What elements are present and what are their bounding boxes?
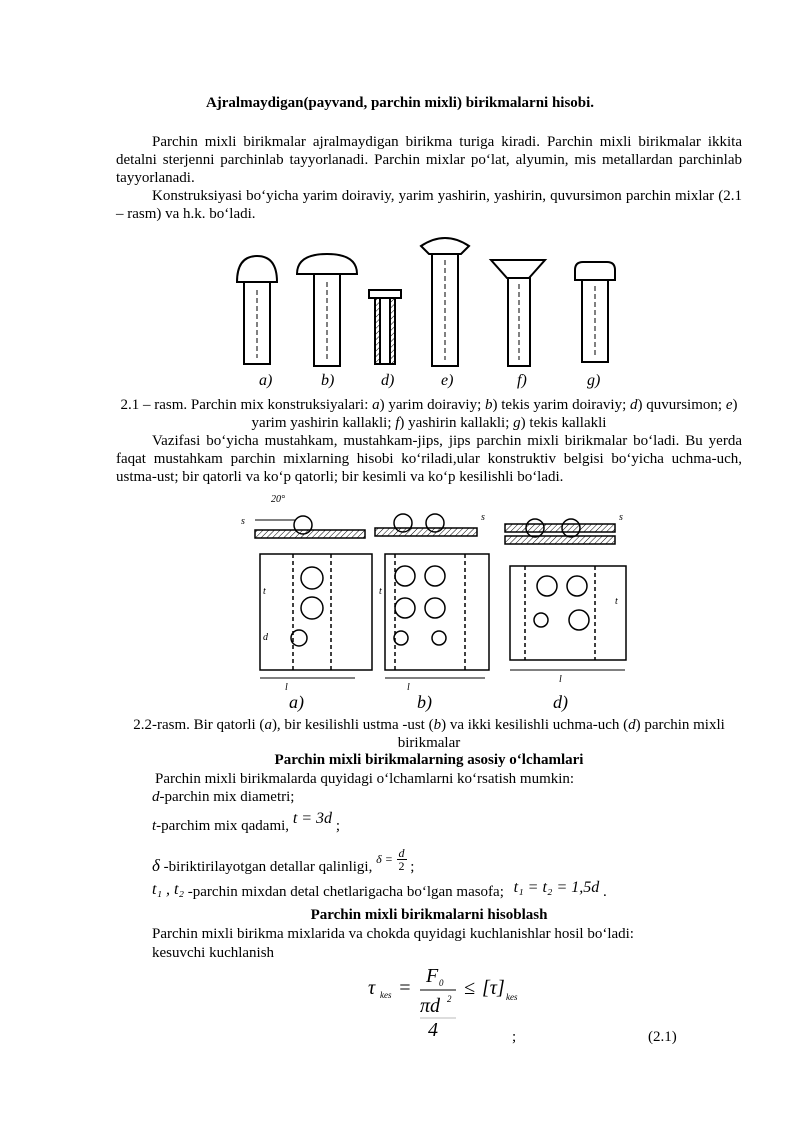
svg-text:=: = [398,977,412,999]
rivet-d [369,290,401,364]
svg-text:kes: kes [506,992,518,1002]
figure-joint-types [235,490,635,712]
svg-text:[τ]: [τ] [482,977,505,999]
rivet-f [491,260,545,366]
fig1-label-e: e) [441,372,454,389]
rivet-b [297,254,357,366]
fig2-dim-t-a: t [263,586,266,597]
rivet-types-drawing [225,230,625,390]
fig2-label-b: b) [417,692,432,712]
fig1-label-f: f) [517,372,527,389]
svg-text:F: F [426,965,439,987]
item-diameter: d-parchin mix diametri; [152,789,295,805]
paragraph-shear-stress: kesuvchi kuchlanish [152,945,275,961]
heading-main-dimensions: Parchin mixli birikmalarning asosiy o‘lchamlari [274,752,584,768]
svg-text:kes: kes [380,990,392,1000]
joint-d [505,519,626,670]
item-thickness: δ -biriktirilayotgan detallar qalinligi, $^{\delta =}$ $\frac{d}{2}$ ; [152,846,415,875]
item-pitch: t-parchim mix qadami, t = 3d ; [152,810,340,834]
paragraph-stresses: Parchin mixli birikma mixlarida va chokda quyidagi kuchlanishlar hosil bo‘ladi: [152,926,634,942]
formula-semicolon: ; [512,1029,517,1045]
paragraph-dimensions-intro: Parchin mixli birikmalarda quyidagi o‘lchamlarni ko‘rsatish mumkin: [155,771,575,787]
item-edge-distance: t₁ , t₂ -parchin mixdan detal chetlarigacha bo‘lgan masofa; t₁ = t₂ = 1,5d . [152,879,607,900]
rivet-e [421,238,469,366]
svg-text:4: 4 [428,1019,438,1040]
page-title: Ajralmaydigan(payvand, parchin mixli) birikmalarni hisobi. [205,95,595,111]
fig1-label-d: d) [381,372,395,389]
joint-a [255,516,372,678]
joint-types-drawing [235,490,635,712]
paragraph-construction: Konstruksiyasi bo‘yicha yarim doiraviy, yarim yashirin, yashirin, quvursimon parchin mixlar (2.1 – rasm) va h.k. bo‘ladi. [116,188,742,222]
fig2-label-a: a) [289,692,304,712]
formula-shear-stress [360,960,560,1040]
fig2-dim-t-d: t [615,596,618,607]
svg-text:≤: ≤ [464,977,475,999]
figure-2-1-caption: 2.1 – rasm. Parchin mix konstruksiyalari: a) yarim doiraviy; b) tekis yarim doiraviy; d) quvursimon; e) yarim yashirin kallakli; f) yashirin kallakli; g) tekis kallakli [120,397,738,431]
fig2-dim-t-b: t [379,586,382,597]
figure-rivet-types [225,230,625,390]
fig1-label-a: a) [259,372,273,389]
fig2-dim-l-b: l [407,682,410,693]
formula-number: (2.1) [648,1029,677,1045]
svg-text:τ: τ [368,977,376,999]
fig2-label-d: d) [553,692,568,712]
svg-text:πd: πd [420,995,441,1017]
paragraph-purpose: Vazifasi bo‘yicha mustahkam, mustahkam-jips, jips parchin mixli birikmalar bo‘ladi. Bu yerda faqat mustahkam parchin mixlarning hisobi ko‘riladi,ular konstruktiv belgisi bo‘yicha uchma-uch, ustma-ust; bir qatorli va ko‘p qatorli; bir kesimli va ko‘p kesilishli bo‘ladi. [116,433,742,485]
fig2-angle: 20° [271,494,285,505]
heading-calculation: Parchin mixli birikmalarni hisoblash [310,907,548,923]
paragraph-intro: Parchin mixli birikmalar ajralmaydigan birikma turiga kiradi. Parchin mixli birikmalar ikkita detalni sterjenni parchinlab tayyorlanadi. Parchin mixlar po‘lat, alyumin, mis metallardan parchinlab tayyorlanadi. [116,134,742,186]
fig2-dim-l-d: l [559,674,562,685]
rivet-g [575,262,615,362]
fig2-dim-s-b: s [481,512,485,523]
figure-2-2-caption: 2.2-rasm. Bir qatorli (a), bir kesilishli ustma -ust (b) va ikki kesilishli uchma-uch (d) parchin mixli birikmalar [133,717,725,751]
rivet-a [237,256,277,364]
fig2-dim-d-a: d [263,632,268,643]
fig2-dim-s-a: s [241,516,245,527]
fig1-label-g: g) [587,372,601,389]
fig2-dim-l-a: l [285,682,288,693]
svg-text:0: 0 [439,978,444,988]
fig2-dim-s-d: s [619,512,623,523]
fig1-label-b: b) [321,372,335,389]
joint-b [375,514,489,678]
svg-text:2: 2 [447,994,452,1004]
